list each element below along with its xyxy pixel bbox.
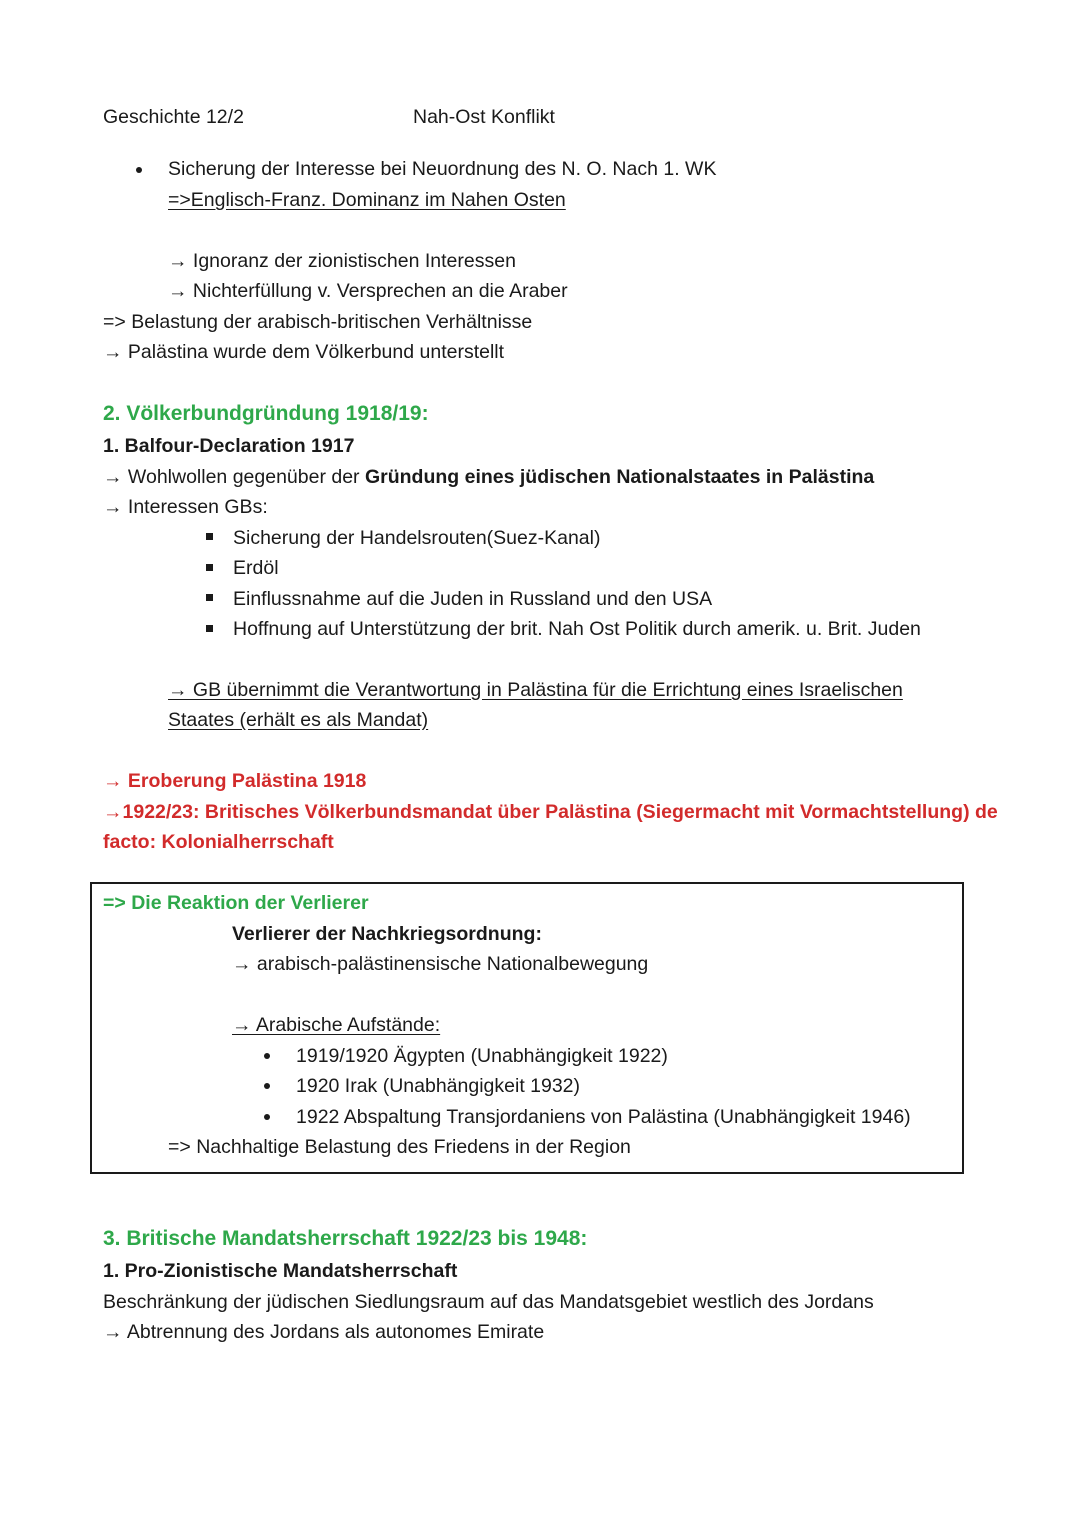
separation-line: → Abtrennung des Jordans als autonomes Emirate	[103, 1321, 545, 1343]
palestine-line: → Palästina wurde dem Völkerbund unterstellt	[103, 341, 505, 363]
uprisings-line: → Arabische Aufstände:	[232, 1014, 441, 1036]
square-bullet-icon	[206, 533, 213, 540]
goodwill-bold: Gründung eines jüdischen Nationalstaates in Palästina	[364, 466, 875, 488]
pro-zionist-subheading: 1. Pro-Zionistische Mandatsherrschaft	[103, 1260, 458, 1282]
subject-label: Geschichte 12/2	[103, 106, 244, 128]
arrow-line-arabs: → Nichterfüllung v. Versprechen an die Araber	[168, 280, 568, 302]
interest-item: Erdöl	[233, 557, 279, 579]
square-bullet-icon	[206, 594, 213, 601]
mandate-line-1: → GB übernimmt die Verantwortung in Palästina für die Errichtung eines Israelischen	[168, 679, 903, 701]
bullet-icon	[264, 1083, 270, 1089]
goodwill-line	[103, 464, 874, 490]
intro-bullet-text: Sicherung der Interesse bei Neuordnung des N. O. Nach 1. WK	[168, 158, 717, 180]
mandate-red-line-1: →1922/23: Britisches Völkerbundsmandat über Palästina (Siegermacht mit Vormachtstellung) de	[103, 801, 998, 823]
bullet-icon	[264, 1053, 270, 1059]
mandate-line-2: Staates (erhält es als Mandat)	[168, 709, 429, 731]
section3-heading: 3. Britische Mandatsherrschaft 1922/23 bis 1948:	[103, 1227, 588, 1250]
topic-label: Nah-Ost Konflikt	[413, 106, 555, 128]
conclusion-line: => Nachhaltige Belastung des Friedens in der Region	[168, 1136, 631, 1158]
uprising-item: 1922 Abspaltung Transjordaniens von Palästina (Unabhängigkeit 1946)	[296, 1106, 911, 1128]
interest-item: Hoffnung auf Unterstützung der brit. Nah Ost Politik durch amerik. u. Brit. Juden	[233, 618, 921, 640]
interests-line: → Interessen GBs:	[103, 496, 268, 518]
conquest-line: → Eroberung Palästina 1918	[103, 770, 367, 792]
interest-item: Einflussnahme auf die Juden in Russland und den USA	[233, 588, 713, 610]
square-bullet-icon	[206, 625, 213, 632]
balfour-subheading: 1. Balfour-Declaration 1917	[103, 435, 355, 457]
section2-heading: 2. Völkerbundgründung 1918/19:	[103, 402, 429, 425]
bullet-icon	[136, 167, 142, 173]
result-line: => Belastung der arabisch-britischen Verhältnisse	[103, 311, 533, 333]
uprising-item: 1919/1920 Ägypten (Unabhängigkeit 1922)	[296, 1045, 668, 1067]
bullet-icon	[264, 1114, 270, 1120]
goodwill-prefix: → Wohlwollen gegenüber der	[103, 466, 365, 488]
losers-heading: Verlierer der Nachkriegsordnung:	[232, 923, 542, 945]
box-heading: => Die Reaktion der Verlierer	[103, 892, 369, 914]
interest-item: Sicherung der Handelsrouten(Suez-Kanal)	[233, 527, 601, 549]
mandate-red-line-2: facto: Kolonialherrschaft	[103, 831, 334, 853]
dominance-text: =>Englisch-Franz. Dominanz im Nahen Osten	[168, 189, 566, 211]
restriction-line: Beschränkung der jüdischen Siedlungsraum auf das Mandatsgebiet westlich des Jordans	[103, 1291, 874, 1313]
movement-line: → arabisch-palästinensische Nationalbewegung	[232, 953, 649, 975]
uprising-item: 1920 Irak (Unabhängigkeit 1932)	[296, 1075, 581, 1097]
arrow-line-zionist: → Ignoranz der zionistischen Interessen	[168, 250, 516, 272]
square-bullet-icon	[206, 564, 213, 571]
